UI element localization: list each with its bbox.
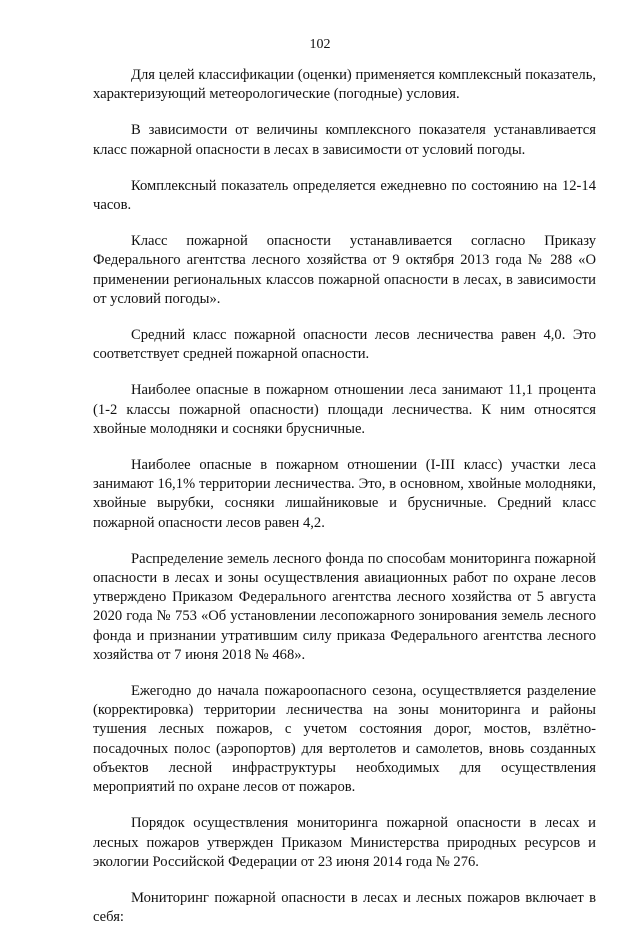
paragraph-order-288: Класс пожарной опасности устанавливается согласно Приказу Федерального агентства лесного хозяйства от 9 октября 2013 года № 288 «О применении региональных классов пожарной опасности в лесах, в зависимости от условий погоды». bbox=[93, 233, 596, 307]
paragraph-average-class: Средний класс пожарной опасности лесов лесничества равен 4,0. Это соответствует средней пожарной опасности. bbox=[93, 327, 596, 363]
paragraph-classification-indicator: Для целей классификации (оценки) применяется комплексный показатель, характеризующий метеорологические (погодные) условия. bbox=[93, 67, 596, 103]
paragraph-fire-danger-class: В зависимости от величины комплексного показателя устанавливается класс пожарной опасности в лесах в зависимости от условий погоды. bbox=[93, 122, 596, 158]
paragraph-daily-determination: Комплексный показатель определяется ежедневно по состоянию на 12-14 часов. bbox=[93, 177, 596, 214]
paragraph-most-dangerous-16: Наиболее опасные в пожарном отношении (I-III класс) участки леса занимают 16,1% территории лесничества. Это, в основном, хвойные молодняки, хвойные вырубки, сосняки лишайниковые и брусничные. Средний класс пожарной опасности лесов равен 4,2. bbox=[93, 457, 596, 531]
paragraph-order-753: Распределение земель лесного фонда по способам мониторинга пожарной опасности в лесах и зоны осуществления авиационных работ по охране лесов утверждено Приказом Федерального агентства лесного хозяйства от 5 августа 2020 года № 753 «Об установлении лесопожарного зонирования земель лесного фонда и признании утратившим силу приказа Федерального агентства лесного хозяйства от 7 июня 2018 № 468». bbox=[93, 550, 596, 663]
document-body bbox=[93, 66, 596, 944]
paragraph-order-276: Порядок осуществления мониторинга пожарной опасности в лесах и лесных пожаров утвержден Приказом Министерства природных ресурсов и экологии Российской Федерации от 23 июня 2014 года № 276. bbox=[93, 815, 596, 870]
paragraph-most-dangerous-11: Наиболее опасные в пожарном отношении леса занимают 11,1 процента (1-2 классы пожарной опасности) площади лесничества. К ним относятся хвойные молодняки и сосняки брусничные. bbox=[93, 382, 596, 437]
page-number: 102 bbox=[309, 37, 331, 52]
paragraph-monitoring-includes: Мониторинг пожарной опасности в лесах и лесных пожаров включает в себя: bbox=[93, 889, 596, 926]
paragraph-annual-zoning: Ежегодно до начала пожароопасного сезона, осуществляется разделение (корректировка) территории лесничества на зоны мониторинга и районы тушения лесных пожаров, с учетом состояния дорог, мостов, взлётно-посадочных полос (аэропортов) для вертолетов и самолетов, вновь созданных объектов лесной инфраструктуры необходимых для осуществления мероприятий по охране лесов от пожаров. bbox=[93, 683, 596, 796]
